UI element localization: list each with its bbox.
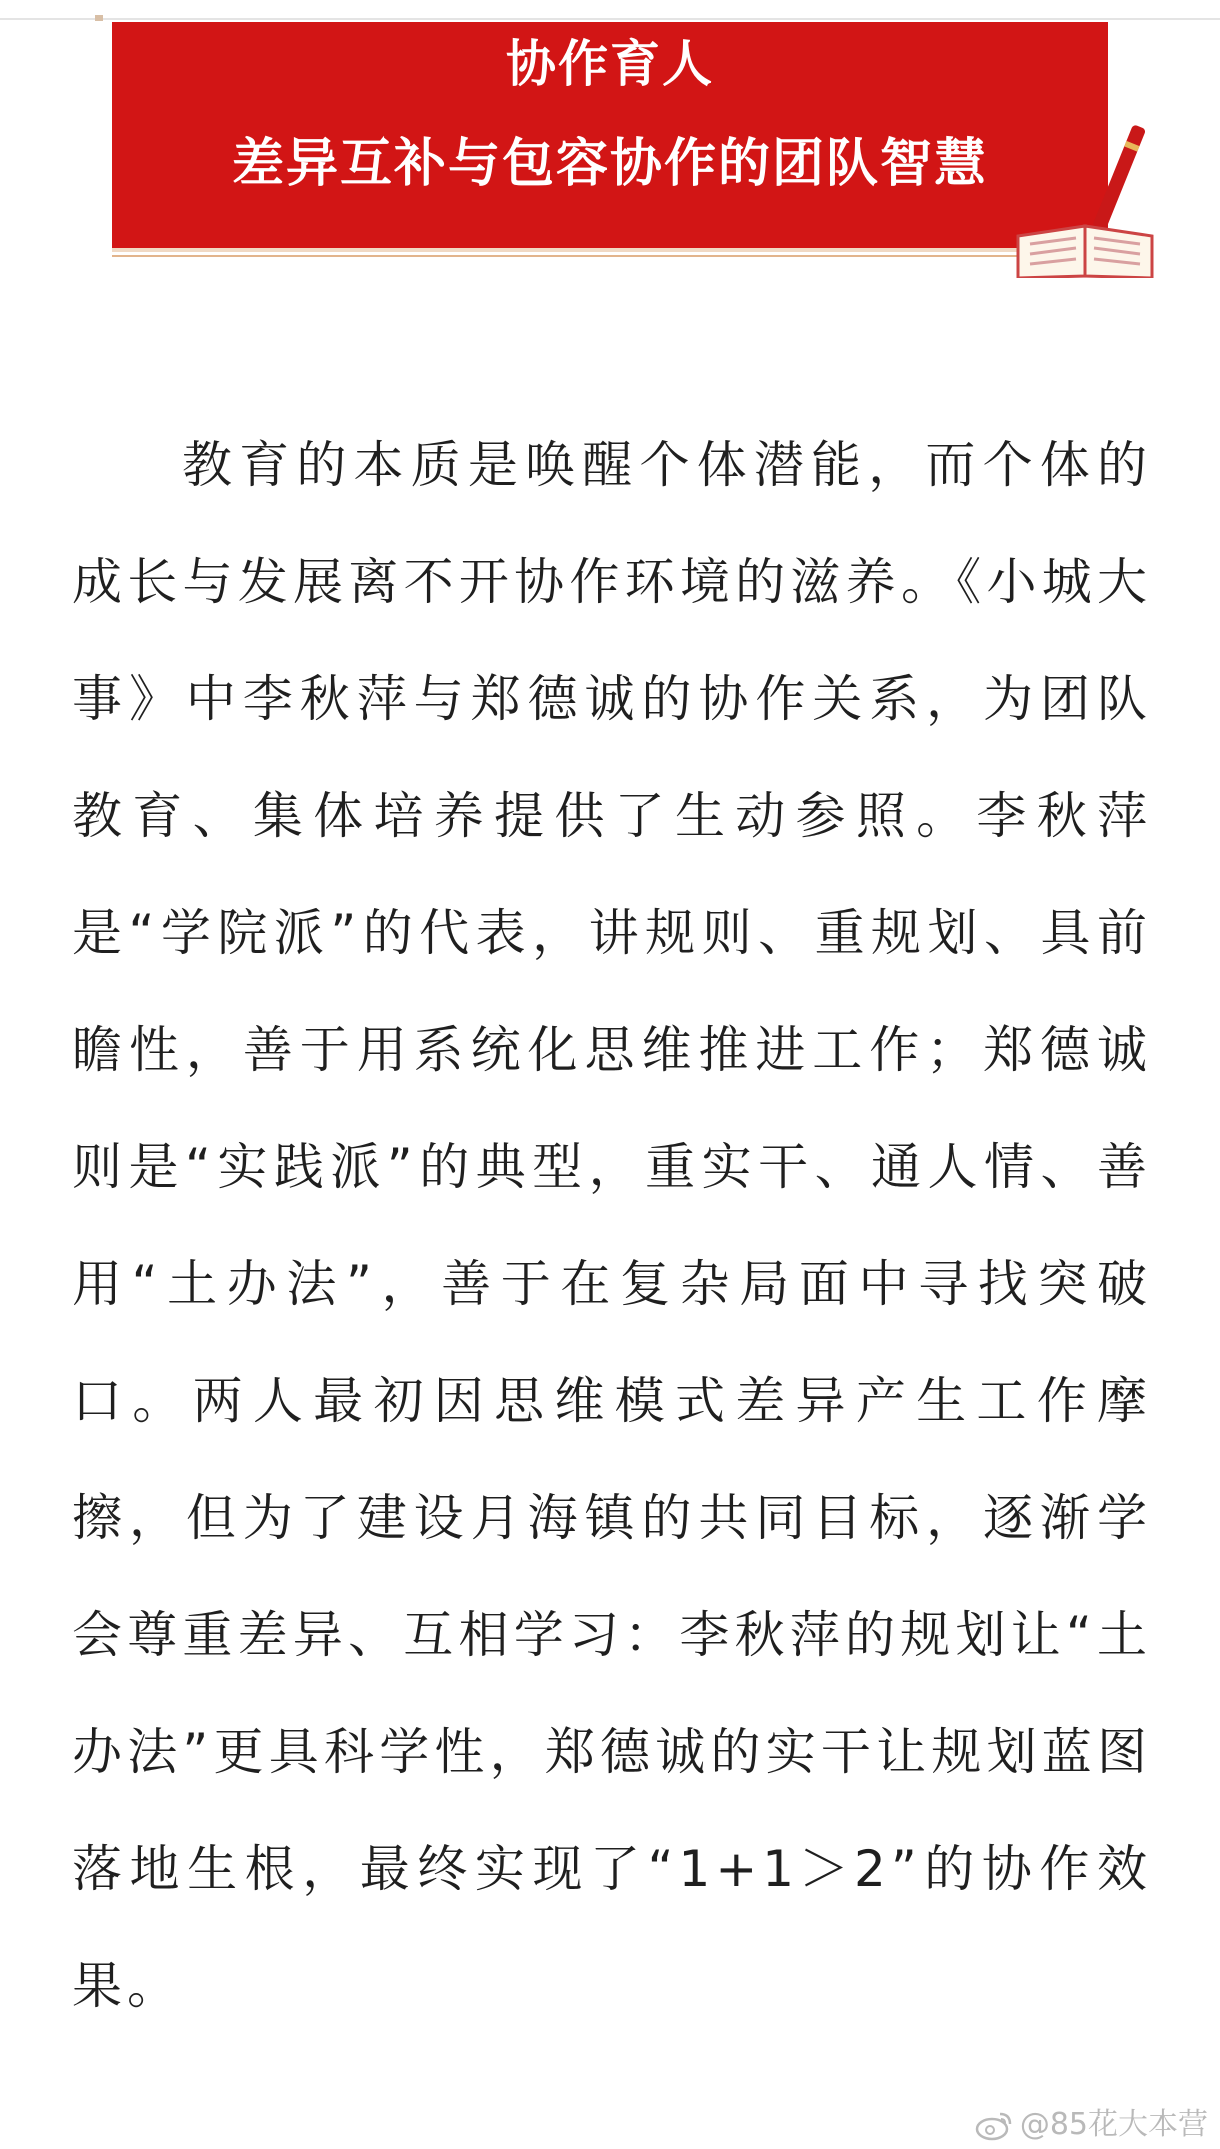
top-divider [0, 18, 1220, 20]
book-with-quill-pen-icon [1010, 118, 1160, 278]
banner-underline [112, 255, 1042, 257]
banner-title-line1: 协作育人 [506, 35, 714, 93]
watermark-text: @85花大本营 [1019, 2107, 1208, 2142]
top-accent-mark [95, 15, 103, 21]
banner-title-line2: 差异互补与包容协作的团队智慧 [231, 134, 988, 194]
watermark [974, 2105, 1208, 2145]
banner-shadow [112, 248, 1112, 252]
article-paragraph: 教育的本质是唤醒个体潜能，而个体的成长与发展离不开协作环境的滋养。《小城大事》中李秋萍与郑德诚的协作关系，为团队教育、集体培养提供了生动参照。李秋萍是“学院派”的代表，讲规则、重规划、具前瞻性，善于用系统化思维推进工作；郑德诚则是“实践派”的典型，重实干、通人情、善用“土办法”，善于在复杂局面中寻找突破口。两人最初因思维模式差异产生工作摩擦，但为了建设月海镇的共同目标，逐渐学会尊重差异、互相学习：李秋萍的规划让“土办法”更具科学性，郑德诚的实干让规划蓝图落地生根，最终实现了“1+1＞2”的协作效果。 [72, 436, 1152, 2015]
weibo-icon [974, 2108, 1014, 2142]
